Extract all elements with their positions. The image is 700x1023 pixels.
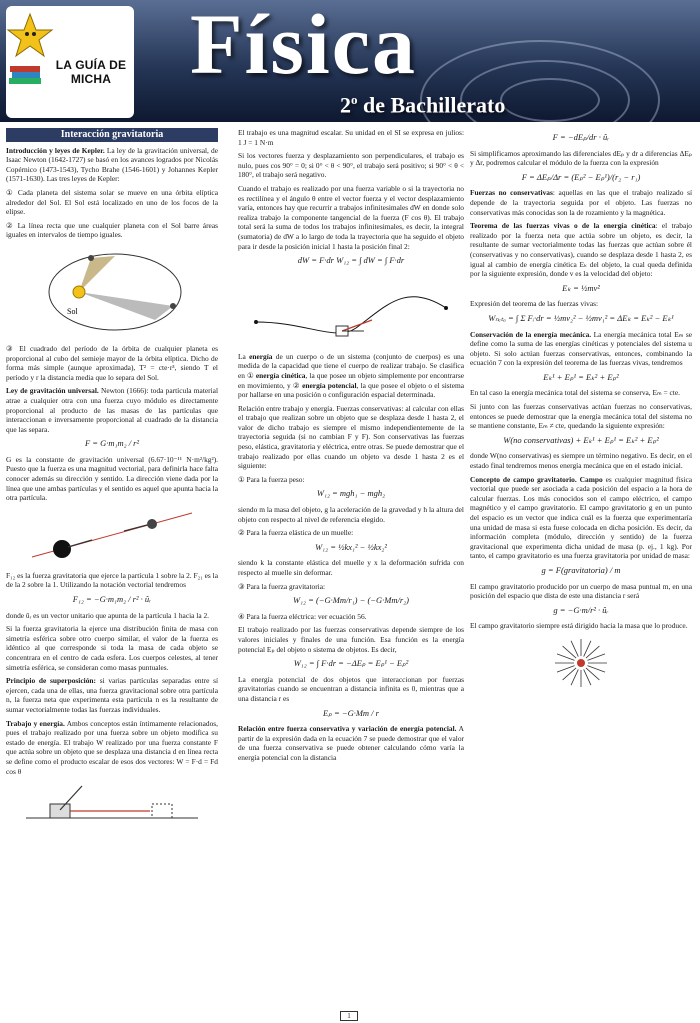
kepler-heading: Introducción y leyes de Kepler. xyxy=(6,145,105,155)
field-lines-figure xyxy=(546,635,616,691)
orbit-area-2 xyxy=(79,292,173,320)
kepler-law-3: ③ El cuadrado del período de la órbita de cualquier planeta es proporcional al cubo del semieje mayor de la órbita elíptica. Dicho de forma más simple (aunque aproximada), T² = cte·r³, siendo T el período y r la distancia media que lo separa del Sol. xyxy=(6,343,218,382)
block-icon xyxy=(50,804,70,818)
equation-potential-work: W₁₂ = ∫ F·dr = −ΔEₚ = Eₚ¹ − Eₚ² xyxy=(293,658,409,669)
paragraph xyxy=(470,188,692,217)
energy-term: energía xyxy=(249,351,273,361)
energy-text: de un cuerpo o de un sistema (conjunto de cuerpos) es una medida de la capacidad que tiene el cuerpo de realizar trabajo. Se clasifica en ① xyxy=(238,351,464,380)
ripple-decoration xyxy=(500,78,600,122)
force-arrow xyxy=(60,786,82,810)
force-notation-text: F₁₂ es la fuerza gravitatoria que ejerce la partícula 1 sobre la 2. F₂₁ es la de la 2 sobre la 1. Utilizando la notación vectorial tendremos xyxy=(6,570,218,590)
nonconservative-body: : aquellas en las que el trabajo realizado sí depende de la trayectoria seguida por el objeto. Las fuerzas no conservativas más conocidas son la de rozamiento y la magnética. xyxy=(470,188,692,217)
equation-force-approx: F = ΔEₚ/Δr = (Eₚ² − Eₚ¹)/(r₂ − r₁) xyxy=(521,171,641,182)
force-arrow xyxy=(68,540,92,547)
paragraph: siendo k la constante elástica del muelle y x la deformación sufrida con respecto al muelle sin deformar. xyxy=(238,558,464,577)
equation-conservation: Eₖ¹ + Eₚ¹ = Eₖ² + Eₚ² xyxy=(543,371,619,382)
kepler-law-1: ① Cada planeta del sistema solar se mueve en una órbita elíptica alrededor del Sol. El Sol está localizado en uno de los focos de la elipse. xyxy=(6,187,218,217)
paragraph xyxy=(470,475,692,561)
relation-body: A partir de la expresión dada en la ecuación 7 se puede demostrar que el valor de una fuerza conservativa se puede obtener calculando cómo varía la energía potencial con la distancia xyxy=(238,724,464,762)
page-title: Física xyxy=(190,0,417,92)
equation-spring: W₁₂ = ½kx₁² − ½kx₂² xyxy=(315,541,387,552)
planet-icon xyxy=(88,255,94,261)
page-subtitle xyxy=(340,92,505,118)
nonconservative-heading: Fuerzas no conservativas xyxy=(470,188,553,198)
work-body: Ambos conceptos están íntimamente relacionados, pues el trabajo realizado por una fuerza sobre un objeto modifica su estado de energía. El trabajo W realizado por una fuerza constante F que actúa sobre un objeto que se desplaza una distancia d en línea recta se define como el producto escalar de esos dos vectores: W = F·d = Fd cos θ xyxy=(6,718,219,776)
gravitation-body: Newton (1666): toda partícula material atrae a cualquier otra con una fuerza cuyo módulo es directamente proporcional al producto de las masas de las partículas que interaccionan e inversamente proporcional al cuadrado de la distancia que las separa. xyxy=(6,386,218,434)
paragraph xyxy=(470,221,692,279)
mass-icon xyxy=(577,659,585,667)
header-banner xyxy=(0,0,700,122)
g-constant-text: G es la constante de gravitación universal (6.67·10⁻¹¹ N·m²/kg²). Puesto que la fuerza es una magnitud vectorial, para definirla hace falta conocer además su dirección y sentido. La dirección viene dada por la línea que une ambas partículas y el sentido es aquel que apunta hacia la otra partícula. xyxy=(6,454,218,503)
section-title: Interacción gravitatoria xyxy=(6,128,218,142)
trajectory-figure xyxy=(246,272,456,348)
field-heading: Concepto de campo gravitatorio. Campo xyxy=(470,474,603,484)
work-energy-body: : el trabajo realizado por la fuerza neta que actúa sobre un objeto, es decir, la resultante de sumar vectorialmente todas las fuerzas que actúan sobre él (conservativas y no conservativas), cuando se desplaza desde 1 hasta 2, es igual al cambio de energía cinética Eₖ del objeto, la cual queda definida por la siguiente expresión, donde v es la velocidad del objeto: xyxy=(470,221,693,279)
paragraph: El trabajo realizado por las fuerzas conservativas depende siempre de los valores iniciales y finales de una función. Esa función es la energía potencial Eₚ del objeto o sistema de objetos. Es decir, xyxy=(238,625,464,654)
planet-icon xyxy=(170,303,176,309)
equation-kinetic: Eₖ = ½mv² xyxy=(562,282,600,293)
energy-text: , la que posee un objeto simplemente por encontrarse en movimiento, y ② xyxy=(238,370,464,390)
paragraph xyxy=(6,676,218,714)
column-1 xyxy=(6,128,218,828)
kinetic-term: energía cinética xyxy=(255,370,306,380)
equation-field: g = F(gravitatoria) / m xyxy=(541,564,621,575)
case-spring: ② Para la fuerza elástica de un muelle: xyxy=(238,528,354,538)
field-body: es cualquier magnitud física vectorial que puede ser asociada a cada posición del espacio a la hora de calcular fuerzas. Los más conocidos son el campo eléctrico, el campo magnético y el campo gravitatorio. El campo gravitatorio g en un punto del espacio es un vector que indica cuál es la fuerza que experimentaría una unidad de masa si esta fuese colocada en dicha posición. Es decir, da información completa (módulo, dirección y sentido) de la fuerza gravitacional que experimenta dicha unidad de masa (p. ej., 1 kg). Por tanto, el campo gravitatorio es una fuerza gravitatoria por unidad de masa: xyxy=(470,474,693,561)
subtitle-sup: o xyxy=(351,92,358,107)
unit-vector-text: donde ûᵣ es un vector unitario que apunta de la partícula 1 hacia la 2. xyxy=(6,610,210,620)
force-arrow xyxy=(124,525,147,531)
superposition-heading: Principio de superposición: xyxy=(6,676,96,686)
superposition-body: si varias partículas separadas entre sí ejercen, cada una de ellas, una fuerza gravitacional sobre otra partícula n, la fuerza neta que experimenta esta partícula n es la resultante de sumar vectorialmente todas las fuerzas individuales. xyxy=(6,676,218,714)
paragraph: En tal caso la energía mecánica total del sistema se conserva, Eₘ = cte. xyxy=(470,388,680,398)
paragraph: donde W(no conservativas) es siempre un término negativo. Es decir, en el estado final tendremos menos energía mecánica que en el estado inicial. xyxy=(470,451,692,471)
kepler-body: La ley de la gravitación universal, de Isaac Newton (1642-1727) se basó en los avances logrados por Nicolás Copérnico (1473-1543), Tycho Brahe (1546-1601) y Johannes Kepler (1571-1630). Las tres leyes de Kepler: xyxy=(6,145,218,184)
equation-nonconservative: W(no conservativas) + Eₖ¹ + Eₚ¹ = Eₖ² + Eₚ² xyxy=(503,434,659,445)
page-number: 1 xyxy=(340,1011,358,1021)
work-heading: Trabajo y energía. xyxy=(6,718,65,728)
paragraph xyxy=(238,724,464,762)
equation-work-energy: Wₙₑₜₐ = ∫ Σ Fᵢ·dr = ½mv₂² − ½mv₁² = ΔEₖ = Eₖ² − Eₖ¹ xyxy=(488,312,674,323)
paragraph: siendo m la masa del objeto, g la aceleración de la gravedad y h la altura del objeto con respecto al nivel de referencia elegido. xyxy=(238,505,464,524)
paragraph: Expresión del teorema de las fuerzas vivas: xyxy=(470,299,599,309)
orbit-area-1 xyxy=(79,256,115,292)
case-weight: ① Para la fuerza peso: xyxy=(238,474,305,484)
conservation-heading: Conservación de la energía mecánica. xyxy=(470,329,592,339)
column-3 xyxy=(470,128,692,695)
paragraph: Cuando el trabajo es realizado por una fuerza variable o si la trayectoria no es rectilínea y el ángulo θ entre el vector fuerza y el vector desplazamiento varía, entonces hay que recurrir a trabajos infinitesimales dW en donde solo realiza trabajo la componente tangencial de la fuerza (F cos θ). El trabajo total será la suma de todos los trabajos infinitesimales, es decir, la integral (sumatoria) de dW a lo largo de toda la trayectoria que ha seguido el objeto para ir desde la posición inicial 1 hasta la posición final 2: xyxy=(238,183,464,251)
equation-work-integral: dW = F·dr W₁₂ = ∫ dW = ∫ F·dr xyxy=(297,255,405,266)
sun-icon xyxy=(73,286,85,298)
paragraph: El campo gravitatorio producido por un cuerpo de masa puntual m, en una posición del espacio que dista de este una distancia r será xyxy=(470,581,692,601)
work-energy-heading: Teorema de las fuerzas vivas o de la energía cinética xyxy=(470,221,656,231)
paragraph: El campo gravitatorio siempre está dirigido hacia la masa que lo produce. xyxy=(470,621,688,631)
logo xyxy=(6,6,134,118)
paragraph xyxy=(6,386,218,434)
conservation-body: La energía mecánica total Eₘ se define como la suma de las energías cinéticas y potenciales del sistema u objeto. Si solo actúan fuerzas conservativas, entonces, combinando la ecuación 7 con la expresión del teorema de las fuerzas vivas, tendremos xyxy=(470,329,692,368)
paragraph: El trabajo es una magnitud escalar. Su unidad en el SI se expresa en julios: 1 J = 1 N·m xyxy=(238,128,464,147)
gravitation-heading: Ley de gravitación universal. xyxy=(6,386,99,396)
mass-2-icon xyxy=(147,519,157,529)
paragraph: Relación entre trabajo y energía. Fuerzas conservativas: al calcular con ellas el trabajo que realizan sobre un objeto que se desplaza desde 1 hasta 2, el valor de dicho trabajo es siempre el mismo independientemente de la trayectoria seguida (si no cambian F y F). Son conservativas las fuerzas peso, elástica, gravitatoria y eléctrica, entre otras. Se puede demostrar que el trabajo realizado por ellas cuando un objeto va desde 1 hasta 2 es el siguiente: xyxy=(238,403,464,471)
force-diagram xyxy=(22,507,202,567)
mass-1-icon xyxy=(53,540,71,558)
equation-field-point: g = −G·m/r² · ûᵣ xyxy=(553,604,609,615)
energy-text: La xyxy=(238,351,250,361)
paragraph: Si los vectores fuerza y desplazamiento son perpendiculares, el trabajo es nulo, pues cos 90° = 0; si 0° < θ < 90°, el trabajo será positivo; si 90° < θ < 180°, el trabajo será negativo. xyxy=(238,151,464,180)
equation-force-gradient: F = −dEₚ/dr · ûᵣ xyxy=(552,132,610,142)
sun-label: Sol xyxy=(67,306,78,316)
case-electric: ④ Para la fuerza eléctrica: ver ecuación 56. xyxy=(238,611,367,621)
equation-vector: F₁₂ = −G·m₁m₂ / r² · ûᵣ xyxy=(72,594,152,605)
equation-newton: F = G·m₁m₂ / r² xyxy=(84,438,140,449)
work-diagram xyxy=(22,780,202,824)
column-2 xyxy=(238,128,464,767)
subtitle-number: 2 xyxy=(340,92,351,118)
equation-potential-energy: Eₚ = −G·Mm / r xyxy=(323,707,379,718)
energy-paragraph xyxy=(238,352,464,400)
energy-text: , la que posee el objeto o el sistema por hallarse en una posición o configuración espacial determinada. xyxy=(238,380,464,400)
point-2-icon xyxy=(444,306,448,310)
equation-weight: W₁₂ = mgh₁ − mgh₂ xyxy=(316,488,386,499)
relation-heading: Relación entre fuerza conservativa y variación de energía potencial. xyxy=(238,724,457,734)
block-final-icon xyxy=(152,804,172,818)
paragraph xyxy=(470,330,692,368)
logo-text: LA GUÍA DE MICHA xyxy=(55,58,127,86)
potential-term: energía potencial xyxy=(302,380,357,390)
equation-gravity: W₁₂ = (−G·Mm/r₁) − (−G·Mm/r₂) xyxy=(293,595,409,606)
point-1-icon xyxy=(254,320,258,324)
paragraph: La energía potencial de dos objetos que interaccionan por fuerzas gravitatorias cuando se encuentran a distancia infinita es 0, mientras que a una distancia r es xyxy=(238,674,464,703)
paragraph xyxy=(6,146,218,184)
case-gravity: ③ Para la fuerza gravitatoria: xyxy=(238,581,326,591)
orbit-figure xyxy=(37,244,187,340)
paragraph: Si junto con las fuerzas conservativas actúan fuerzas no conservativas, entonces se puede demostrar que la energía mecánica total del sistema no se mantiene constante, Eₘ ≠ cte, quedando la siguiente expresión: xyxy=(470,402,692,431)
sphere-text: Si la fuerza gravitatoria la ejerce una distribución finita de masa con simetría esférica sobre otro cuerpo similar, el valor de la fuerza es idéntico al que corresponde si toda la masa de cada objeto se concentrara en el centro de cada esfera. Los cuerpos celestes, al tener simetría esférica, se consideran como masas puntuales. xyxy=(6,624,218,672)
subtitle-rest: de Bachillerato xyxy=(357,92,506,118)
paragraph xyxy=(6,719,218,777)
paragraph: Si simplificamos aproximando las diferenciales dEₚ y dr a diferencias ΔEₚ y Δr, podremos calcular el módulo de la fuerza con la expresión xyxy=(470,148,692,168)
kepler-law-2: ② La línea recta que une cualquier planeta con el Sol barre áreas iguales en intervalos de tiempo iguales. xyxy=(6,220,218,240)
